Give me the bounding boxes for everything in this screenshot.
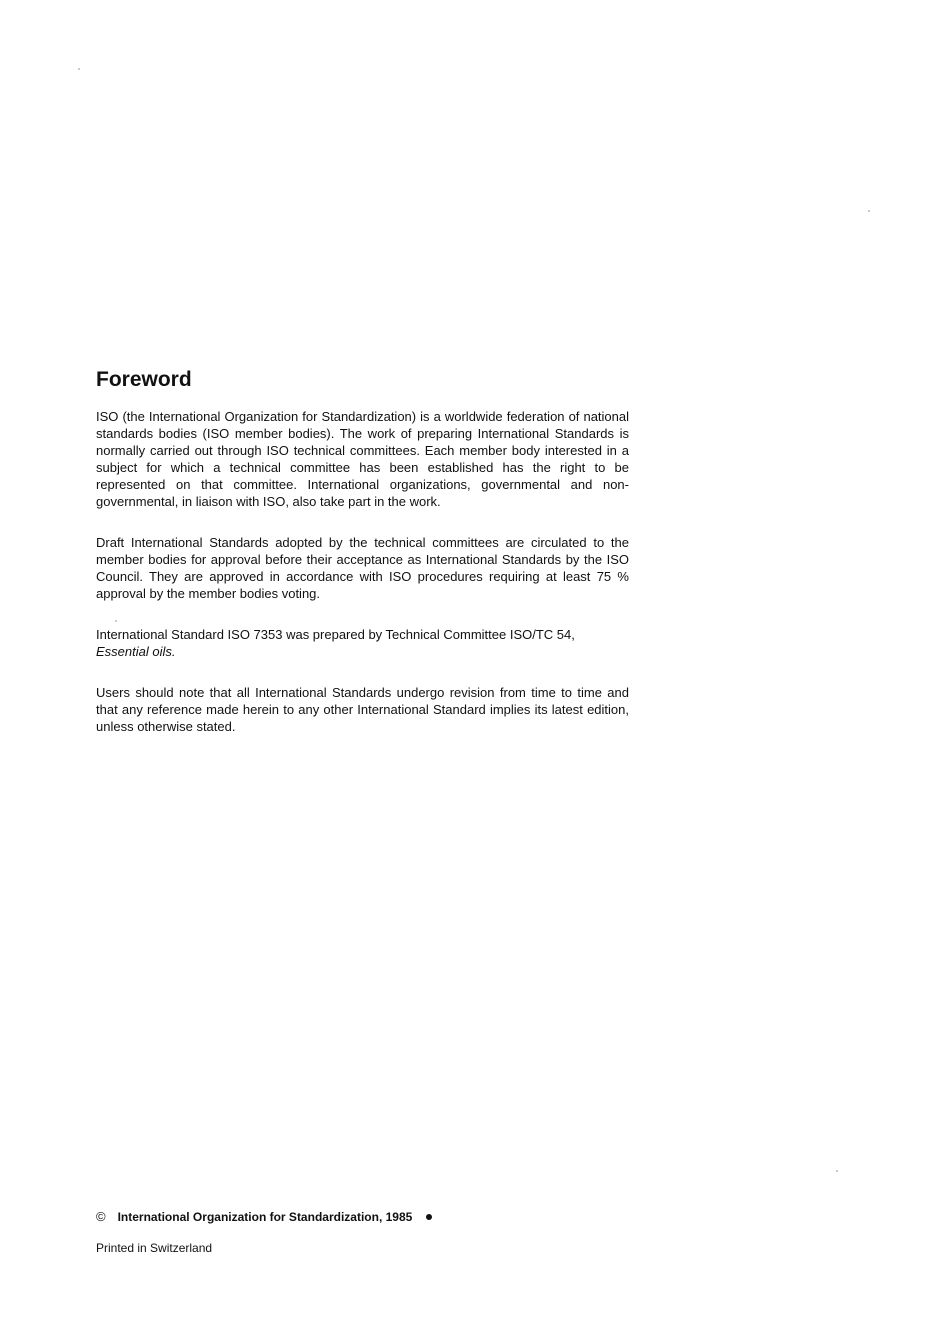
committee-name: Essential oils. bbox=[96, 644, 176, 659]
scan-speck bbox=[78, 68, 80, 70]
foreword-section bbox=[96, 366, 629, 759]
copyright-text: International Organization for Standardization, 1985 bbox=[117, 1210, 413, 1224]
paragraph-users-note: Users should note that all International Standards undergo revision from time to time and that any reference made herein to any other International Standard implies its latest edition, unless otherwise stated. bbox=[96, 685, 629, 734]
paragraph-draft-standards: Draft International Standards adopted by the technical committees are circulated to the member bodies for approval before their acceptance as International Standards by the ISO Council. They are approved in accordance with ISO procedures requiring at least 75 % approval by the member bodies voting. bbox=[96, 535, 629, 601]
scan-speck bbox=[836, 1170, 838, 1172]
scan-speck bbox=[868, 210, 870, 212]
bullet-dot-icon bbox=[426, 1214, 432, 1220]
page-footer bbox=[96, 1208, 596, 1257]
paragraph-iso-intro: ISO (the International Organization for Standardization) is a worldwide federation of national standards bodies (ISO member bodies). The work of preparing International Standards is normally carried out through ISO technical committees. Each member body interested in a subject for which a technical committee has been established has the right to be represented on that committee. International organizations, governmental and non-governmental, in liaison with ISO, also take part in the work. bbox=[96, 409, 629, 509]
paragraph-prepared-by bbox=[96, 626, 629, 660]
page-title: Foreword bbox=[96, 368, 192, 391]
copyright-icon: © bbox=[96, 1209, 106, 1224]
prepared-by-text: International Standard ISO 7353 was prepared by Technical Committee ISO/TC 54, bbox=[96, 627, 575, 642]
copyright-line bbox=[96, 1208, 596, 1226]
printed-in: Printed in Switzerland bbox=[96, 1241, 213, 1255]
